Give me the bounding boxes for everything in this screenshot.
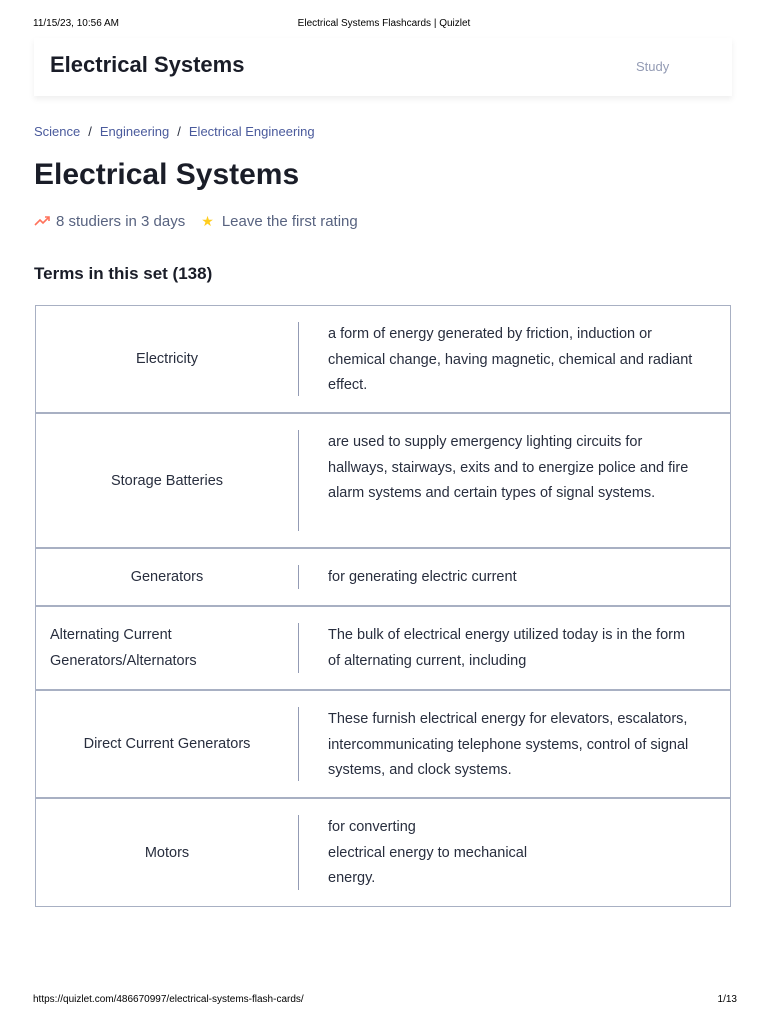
row-divider [298, 707, 299, 781]
app-title[interactable]: Electrical Systems [50, 52, 245, 77]
trending-up-icon [34, 215, 50, 227]
breadcrumb-separator: / [177, 124, 181, 139]
table-row [36, 607, 730, 691]
term-word: Generators [130, 569, 204, 585]
term-word: Electricity [135, 351, 199, 367]
term-word: Motors [144, 844, 190, 861]
studiers-count: 8 studiers in 3 days [56, 213, 186, 230]
row-divider [298, 565, 299, 589]
breadcrumb-electrical-engineering[interactable]: Electrical Engineering [188, 124, 315, 139]
row-divider [298, 430, 299, 531]
breadcrumb-engineering[interactable]: Engineering [99, 124, 170, 139]
breadcrumb-separator: / [88, 124, 92, 139]
breadcrumb-science[interactable]: Science [34, 124, 81, 139]
print-datetime: 11/15/23, 10:56 AM [33, 18, 119, 29]
term-word: Alternating Current Generators/Alternators [50, 627, 197, 669]
top-bar [34, 38, 732, 96]
term-definition: for generating electric current [328, 569, 517, 585]
table-row [36, 414, 730, 549]
term-definition: for converting electrical energy to mechanical energy. [328, 819, 528, 886]
print-header [33, 18, 735, 32]
term-definition: The bulk of electrical energy utilized today is in the form of alternating current, including [328, 627, 686, 669]
set-stats [34, 213, 358, 230]
page-url: https://quizlet.com/486670997/electrical-systems-flash-cards/ [33, 994, 304, 1005]
table-row [36, 799, 730, 906]
table-row [36, 691, 730, 799]
print-doc-title: Electrical Systems Flashcards | Quizlet [297, 18, 471, 29]
term-word: Storage Batteries [110, 472, 224, 489]
term-definition: a form of energy generated by friction, induction or chemical change, having magnetic, chemical and radiant effect. [328, 326, 693, 393]
table-row [36, 306, 730, 414]
row-divider [298, 815, 299, 890]
terms-heading: Terms in this set (138) [34, 264, 213, 283]
table-row [36, 549, 730, 607]
study-link[interactable]: Study [636, 59, 670, 74]
term-definition: are used to supply emergency lighting circuits for hallways, stairways, exits and to energize police and fire alarm systems and certain types of signal systems. [328, 434, 689, 501]
rating-link[interactable]: Leave the first rating [221, 213, 358, 230]
page-number: 1/13 [717, 994, 737, 1005]
breadcrumb [34, 124, 315, 139]
row-divider [298, 322, 299, 396]
terms-table [35, 305, 731, 907]
row-divider [298, 623, 299, 673]
term-word: Direct Current Generators [83, 736, 251, 752]
print-footer [33, 994, 737, 1008]
term-definition: These furnish electrical energy for elevators, escalators, intercommunicating telephone systems, control of signal systems, and clock systems. [328, 711, 689, 778]
star-icon: ★ [201, 213, 214, 229]
page-title: Electrical Systems [34, 158, 300, 191]
